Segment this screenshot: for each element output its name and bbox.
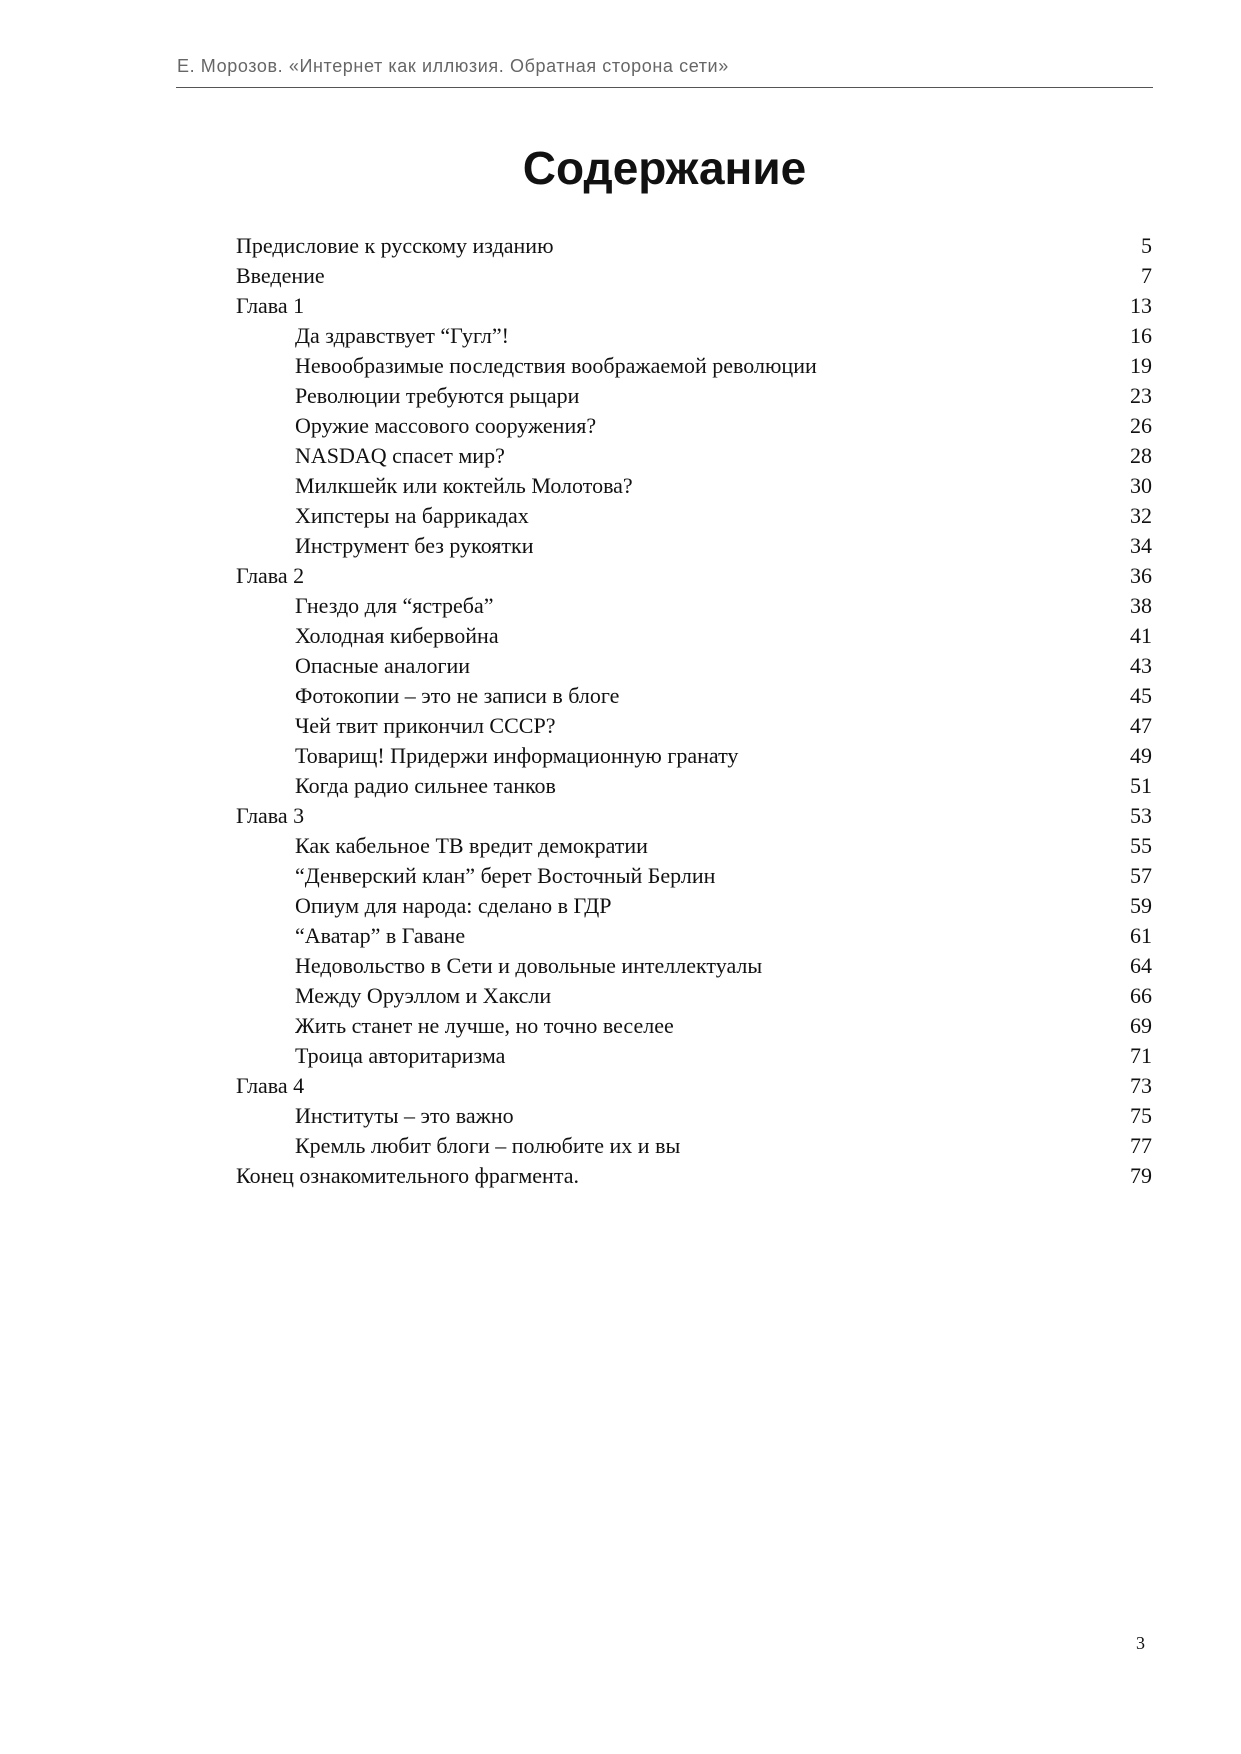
running-header: Е. Морозов. «Интернет как иллюзия. Обратная сторона сети»: [177, 56, 729, 76]
toc-entry-label: Недовольство в Сети и довольные интеллектуалы: [295, 953, 763, 978]
toc-entry-chapter[interactable]: [236, 1161, 1152, 1191]
toc-entry-section[interactable]: [236, 681, 1152, 711]
toc-entry-page: 69: [1130, 1013, 1152, 1038]
toc-entry-page: 47: [1130, 713, 1152, 738]
toc-entry-section[interactable]: [236, 741, 1152, 771]
toc-entry-label: Конец ознакомительного фрагмента.: [236, 1163, 579, 1188]
toc-entry-page: 64: [1130, 953, 1152, 978]
toc-entry-page: 43: [1130, 653, 1152, 678]
toc-entry-page: 77: [1130, 1133, 1152, 1158]
toc-entry-label: Да здравствует “Гугл”!: [295, 323, 510, 348]
page-title: Содержание: [522, 142, 807, 194]
toc-entry-label: Холодная кибервойна: [295, 623, 499, 648]
toc-entry-page: 79: [1130, 1163, 1152, 1188]
toc-entry-page: 30: [1130, 473, 1152, 498]
toc-entry-section[interactable]: [236, 981, 1152, 1011]
toc-entry-section[interactable]: [236, 501, 1152, 531]
toc-entry-label: Хипстеры на баррикадах: [295, 503, 529, 528]
toc-entry-section[interactable]: [236, 771, 1152, 801]
toc-entry-section[interactable]: [236, 651, 1152, 681]
toc-entry-page: 38: [1130, 593, 1152, 618]
toc-entry-page: 53: [1130, 803, 1152, 828]
toc-entry-chapter[interactable]: [236, 231, 1152, 261]
toc-entry-label: Кремль любит блоги – полюбите их и вы: [295, 1133, 681, 1158]
toc-entry-label: NASDAQ спасет мир?: [295, 443, 505, 468]
toc-entry-label: Милкшейк или коктейль Молотова?: [295, 473, 633, 498]
header-rule: [176, 87, 1153, 88]
toc-entry-label: Невообразимые последствия воображаемой революции: [295, 353, 817, 378]
toc-entry-section[interactable]: [236, 531, 1152, 561]
toc-entry-page: 71: [1130, 1043, 1152, 1068]
toc-entry-page: 36: [1130, 563, 1152, 588]
toc-entry-section[interactable]: [236, 861, 1152, 891]
toc-entry-label: Гнездо для “ястреба”: [295, 593, 494, 618]
toc-entry-label: Товарищ! Придержи информационную гранату: [295, 743, 739, 768]
toc-entry-label: Когда радио сильнее танков: [295, 773, 556, 798]
toc-entry-section[interactable]: [236, 951, 1152, 981]
toc-entry-page: 16: [1130, 323, 1152, 348]
toc-entry-page: 13: [1130, 293, 1152, 318]
toc-entry-label: Опиум для народа: сделано в ГДР: [295, 893, 612, 918]
toc-entry-page: 51: [1130, 773, 1152, 798]
toc-entry-page: 59: [1130, 893, 1152, 918]
toc-entry-chapter[interactable]: [236, 561, 1152, 591]
page-number: 3: [1136, 1633, 1145, 1653]
toc-entry-page: 7: [1141, 263, 1152, 288]
toc-entry-chapter[interactable]: [236, 801, 1152, 831]
toc-entry-section[interactable]: [236, 441, 1152, 471]
toc-entry-page: 57: [1130, 863, 1152, 888]
table-of-contents: [236, 231, 1152, 1191]
toc-entry-page: 73: [1130, 1073, 1152, 1098]
toc-entry-label: Глава 4: [236, 1073, 305, 1098]
toc-entry-section[interactable]: [236, 621, 1152, 651]
toc-entry-label: “Денверский клан” берет Восточный Берлин: [295, 863, 716, 888]
toc-entry-chapter[interactable]: [236, 1071, 1152, 1101]
toc-entry-page: 66: [1130, 983, 1152, 1008]
toc-entry-label: “Аватар” в Гаване: [295, 923, 466, 948]
toc-entry-label: Троица авторитаризма: [295, 1043, 506, 1068]
toc-entry-page: 41: [1130, 623, 1152, 648]
toc-entry-page: 5: [1141, 233, 1152, 258]
toc-entry-section[interactable]: [236, 411, 1152, 441]
toc-entry-page: 49: [1130, 743, 1152, 768]
toc-entry-section[interactable]: [236, 1131, 1152, 1161]
toc-entry-page: 23: [1130, 383, 1152, 408]
toc-entry-section[interactable]: [236, 591, 1152, 621]
toc-entry-label: Глава 3: [236, 803, 305, 828]
toc-entry-section[interactable]: [236, 711, 1152, 741]
toc-entry-label: Институты – это важно: [295, 1103, 514, 1128]
toc-entry-label: Фотокопии – это не записи в блоге: [295, 683, 620, 708]
toc-entry-page: 45: [1130, 683, 1152, 708]
toc-entry-label: Как кабельное ТВ вредит демократии: [295, 833, 648, 858]
toc-entry-chapter[interactable]: [236, 261, 1152, 291]
toc-entry-page: 28: [1130, 443, 1152, 468]
toc-entry-section[interactable]: [236, 831, 1152, 861]
toc-entry-page: 75: [1130, 1103, 1152, 1128]
toc-entry-page: 19: [1130, 353, 1152, 378]
toc-entry-section[interactable]: [236, 1041, 1152, 1071]
toc-entry-section[interactable]: [236, 891, 1152, 921]
toc-entry-section[interactable]: [236, 471, 1152, 501]
toc-entry-label: Глава 1: [236, 293, 305, 318]
toc-entry-page: 34: [1130, 533, 1152, 558]
toc-entry-label: Между Оруэллом и Хаксли: [295, 983, 552, 1008]
toc-entry-section[interactable]: [236, 381, 1152, 411]
toc-entry-section[interactable]: [236, 321, 1152, 351]
toc-entry-page: 32: [1130, 503, 1152, 528]
toc-entry-label: Глава 2: [236, 563, 305, 588]
toc-entry-label: Чей твит прикончил СССР?: [295, 713, 556, 738]
toc-entry-section[interactable]: [236, 351, 1152, 381]
toc-entry-page: 55: [1130, 833, 1152, 858]
toc-entry-section[interactable]: [236, 921, 1152, 951]
toc-entry-label: Революции требуются рыцари: [295, 383, 580, 408]
toc-entry-page: 26: [1130, 413, 1152, 438]
toc-entry-label: Предисловие к русскому изданию: [236, 233, 554, 258]
toc-entry-label: Оружие массового сооружения?: [295, 413, 597, 438]
toc-entry-section[interactable]: [236, 1011, 1152, 1041]
toc-entry-page: 61: [1130, 923, 1152, 948]
toc-entry-label: Инструмент без рукоятки: [295, 533, 534, 558]
toc-entry-section[interactable]: [236, 1101, 1152, 1131]
toc-entry-chapter[interactable]: [236, 291, 1152, 321]
toc-entry-label: Опасные аналогии: [295, 653, 471, 678]
toc-entry-label: Жить станет не лучше, но точно веселее: [295, 1013, 674, 1038]
toc-entry-label: Введение: [236, 263, 325, 288]
